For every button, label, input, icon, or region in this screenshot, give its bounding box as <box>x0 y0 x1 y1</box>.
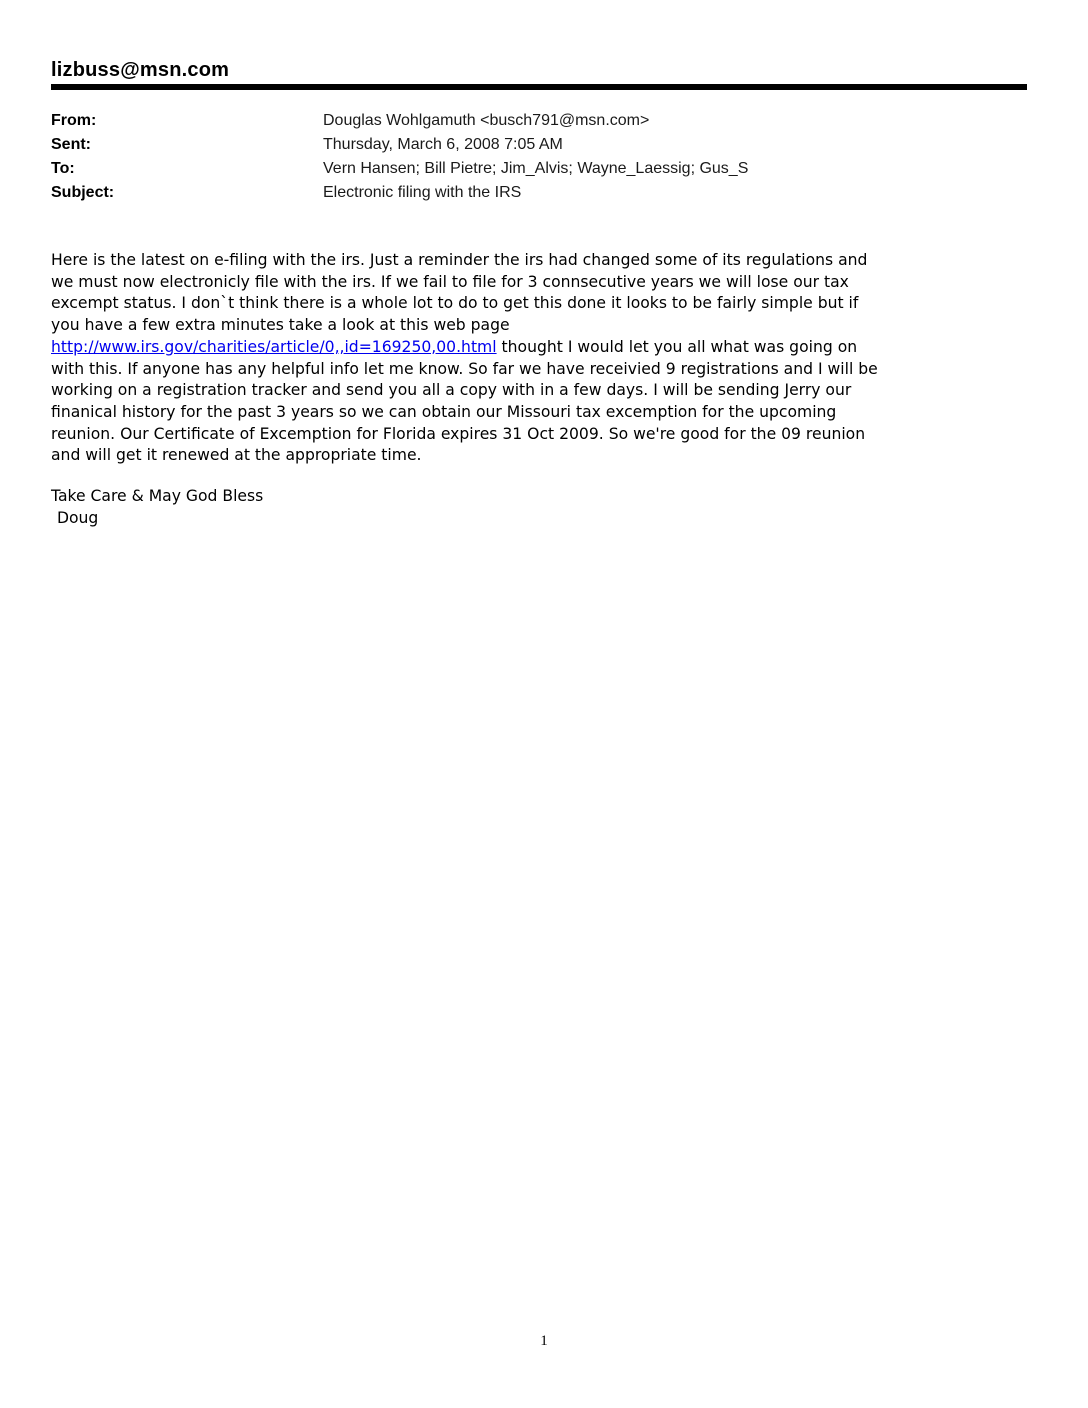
from-label: From: <box>51 112 97 129</box>
body-line: with this. If anyone has any helpful info let me know. So far we have receivied 9 registrations and I will be <box>51 359 878 378</box>
header-to <box>51 157 1011 181</box>
body-line-tail: thought I would let you all what was going on <box>496 337 858 356</box>
body-line: and will get it renewed at the appropriate time. <box>51 446 422 465</box>
salutation: Take Care & May God Bless <box>51 487 264 505</box>
subject-label: Subject: <box>51 184 115 201</box>
header-subject <box>51 181 1011 205</box>
sent-label: Sent: <box>51 136 91 153</box>
email-closing <box>51 486 263 529</box>
body-line: reunion. Our Certificate of Excemption for Florida expires 31 Oct 2009. So we're good for the 09 reunion <box>51 424 866 443</box>
body-line: finanical history for the past 3 years so we can obtain our Missouri tax excemption for the upcoming <box>51 402 837 421</box>
email-headers <box>51 109 1011 205</box>
irs-charities-link[interactable]: http://www.irs.gov/charities/article/0,,id=169250,00.html <box>51 337 497 356</box>
to-value: Vern Hansen; Bill Pietre; Jim_Alvis; Wayne_Laessig; Gus_S <box>323 160 749 177</box>
signature: Doug <box>57 508 99 527</box>
body-line: we must now electronicly file with the irs. If we fail to file for 3 connsecutive years we will lose our tax <box>51 272 849 291</box>
body-line: excempt status. I don`t think there is a whole lot to do to get this done it looks to be fairly simple but if <box>51 294 859 313</box>
body-line: working on a registration tracker and send you all a copy with in a few days. I will be sending Jerry our <box>51 381 852 400</box>
header-divider <box>51 84 1027 90</box>
header-sent <box>51 133 1011 157</box>
from-value: Douglas Wohlgamuth <busch791@msn.com> <box>323 112 650 129</box>
header-from <box>51 109 1011 133</box>
body-line: you have a few extra minutes take a look at this web page <box>51 316 510 335</box>
to-label: To: <box>51 160 75 177</box>
body-line-with-link <box>51 337 1026 359</box>
account-email: lizbuss@msn.com <box>51 59 230 81</box>
page-number: 1 <box>540 1333 548 1349</box>
body-line: Here is the latest on e-filing with the irs. Just a reminder the irs had changed some of its regulations and <box>51 251 868 269</box>
sent-value: Thursday, March 6, 2008 7:05 AM <box>323 136 563 153</box>
email-body <box>51 250 1026 467</box>
subject-value: Electronic filing with the IRS <box>323 184 522 201</box>
